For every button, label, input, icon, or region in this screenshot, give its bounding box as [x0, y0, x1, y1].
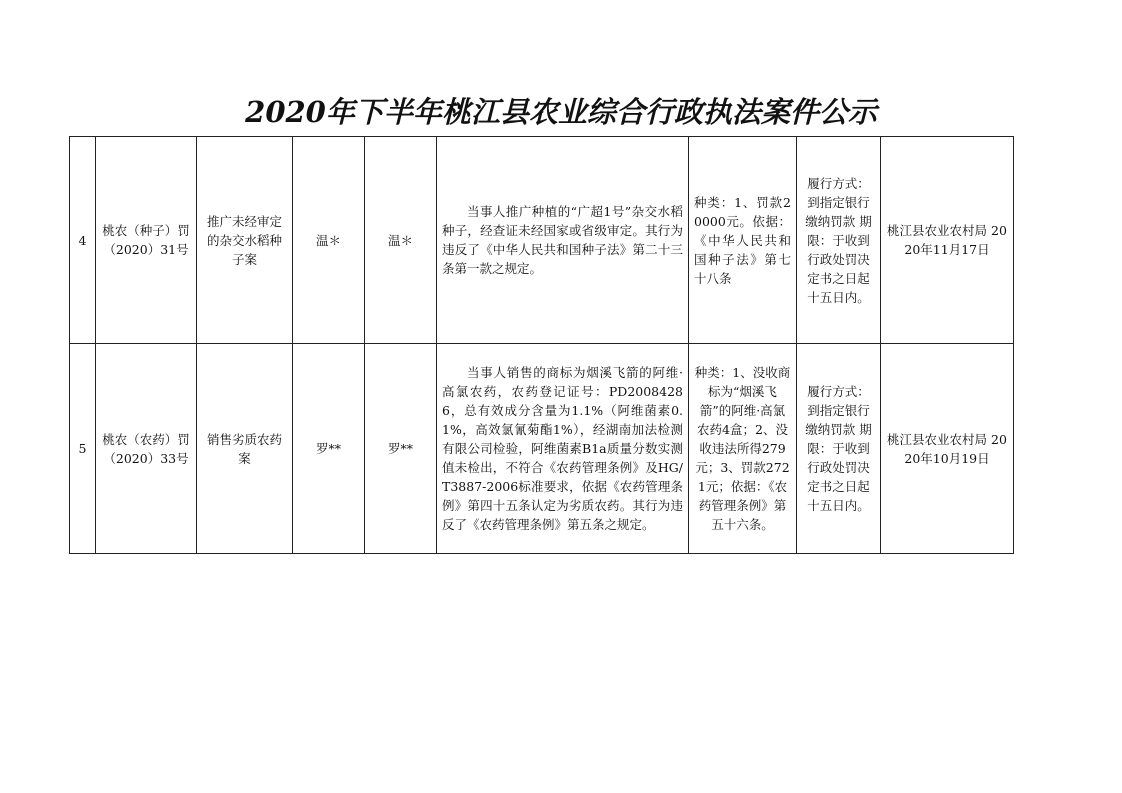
- authority-and-date: 桃江县农业农村局 2020年10月19日: [881, 344, 1014, 554]
- case-number: 5: [70, 344, 96, 554]
- legal-representative: 温＊: [365, 137, 437, 344]
- legal-representative: 罗**: [365, 344, 437, 554]
- penalty-content: 种类：1、没收商标为“烟溪飞箭”的阿维·高氯农药4盒；2、没收违法所得279元；3、罚款2721元；依据：《农药管理条例》第五十六条。: [689, 344, 797, 554]
- decision-doc-number: 桃农（农药）罚（2020）33号: [96, 344, 197, 554]
- page-title: 2020年下半年桃江县农业综合行政执法案件公示: [245, 95, 877, 129]
- performance-method: 履行方式：到指定银行缴纳罚款 期限：于收到行政处罚决定书之日起十五日内。: [797, 137, 881, 344]
- cases-table: [69, 136, 1014, 554]
- case-name: 推广未经审定的杂交水稻种子案: [197, 137, 293, 344]
- table-row: [70, 344, 1014, 554]
- party-name: 温＊: [293, 137, 365, 344]
- violation-facts: 当事人销售的商标为烟溪飞箭的阿维·高氯农药，农药登记证号：PD20084286，总有效成分含量为1.1%（阿维菌素0.1%，高效氯氰菊酯1%），经湖南加法检测有限公司检验，阿维菌素B1a质量分数实测值未检出，不符合《农药管理条例》及HG/T3887-2006标准要求，依据《农药管理条例》第四十五条认定为劣质农药。其行为违反了《农药管理条例》第五条之规定。: [437, 344, 689, 554]
- case-number: 4: [70, 137, 96, 344]
- authority-and-date: 桃江县农业农村局 2020年11月17日: [881, 137, 1014, 344]
- performance-method: 履行方式：到指定银行缴纳罚款 期限：于收到行政处罚决定书之日起十五日内。: [797, 344, 881, 554]
- violation-facts: 当事人推广种植的“广超1号”杂交水稻种子，经查证未经国家或省级审定。其行为违反了《中华人民共和国种子法》第二十三条第一款之规定。: [437, 137, 689, 344]
- table-row: [70, 137, 1014, 344]
- party-name: 罗**: [293, 344, 365, 554]
- decision-doc-number: 桃农（种子）罚（2020）31号: [96, 137, 197, 344]
- case-name: 销售劣质农药案: [197, 344, 293, 554]
- penalty-content: 种类：1、罚款20000元。依据：《中华人民共和国种子法》第七十八条: [689, 137, 797, 344]
